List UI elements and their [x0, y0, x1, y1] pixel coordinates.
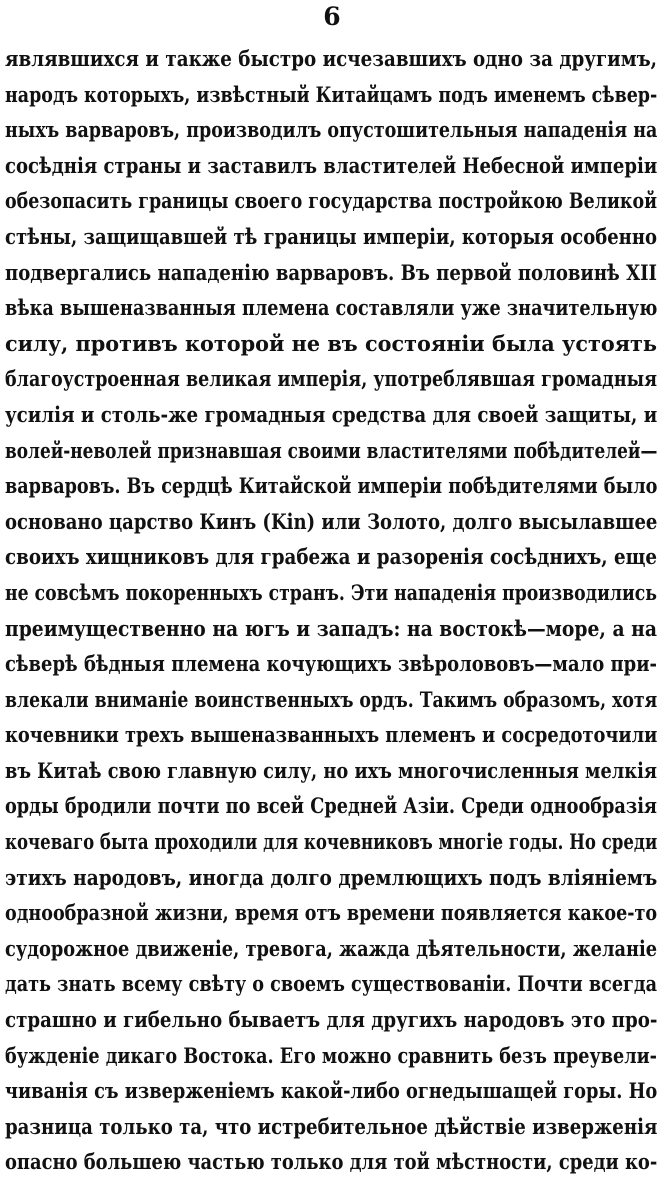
text-line: обезопасить границы своего государства постройкою Великой [5, 189, 657, 215]
text-line: ныхъ варваровъ, производилъ опустошительныя нападенія на [5, 118, 658, 144]
text-line: чиванія съ изверженіемъ какой-либо огнедышащей горы. Но [5, 1079, 658, 1105]
text-line: этихъ народовъ, иногда долго дремлющихъ подъ вліяніемъ [5, 865, 658, 891]
text-line: вѣка вышеназванныя племена составляли уже значительную [5, 296, 658, 322]
text-line: стѣны, защищавшей тѣ границы имперіи, которыя особенно [5, 224, 657, 250]
text-line: бужденіе дикаго Востока. Его можно сравнить безъ преувели- [5, 1043, 657, 1069]
text-line: судорожное движеніе, тревога, жажда дѣятельности, желаніе [5, 936, 658, 962]
text-line: въ Китаѣ свою главную силу, но ихъ многочисленныя мелкія [5, 758, 658, 784]
text-line: однообразной жизни, время отъ времени появляется какое-то [5, 901, 658, 927]
body-text [5, 42, 657, 1181]
text-line: не совсѣмъ покоренныхъ странъ. Эти нападенія производились [5, 580, 657, 606]
text-line: влекали вниманіе воинственныхъ ордъ. Такимъ образомъ, хотя [5, 687, 658, 713]
text-line: кочеваго быта проходили для кочевниковъ многіе годы. Но среди [5, 830, 658, 856]
text-line: преимущественно на югъ и западъ: на востокѣ—море, а на [5, 616, 657, 642]
text-line: страшно и гибельно бываетъ для другихъ народовъ это про- [5, 1008, 658, 1034]
text-line: сѣверѣ бѣдныя племена кочующихъ звѣролововъ—мало при- [5, 652, 657, 678]
text-line: волей-неволей признавшая своими властителями побѣдителей— [5, 438, 658, 464]
text-line: основано царство Кинъ (Kin) или Золото, долго высылавшее [5, 509, 658, 535]
text-line: являвшихся и также быстро исчезавшихъ одно за другимъ, [5, 47, 657, 72]
text-line: варваровъ. Въ сердцѣ Китайской имперіи побѣдителями было [5, 474, 658, 500]
text-line: подвергались нападенію варваровъ. Въ первой половинѣ XII [5, 260, 657, 286]
text-line: своихъ хищниковъ для грабежа и разоренія сосѣднихъ, еще [5, 545, 657, 571]
text-line: сосѣднія страны и заставилъ властителей Небесной имперіи [5, 153, 658, 179]
text-line: благоустроенная великая имперія, употреблявшая громадныя [5, 367, 657, 393]
text-line: орды бродили почти по всей Средней Азіи. Среди однообразія [5, 794, 657, 820]
text-line: силу, противъ которой не въ состояніи была устоять [5, 331, 657, 357]
text-line: дать знать всему свѣту о своемъ существованіи. Почти всегда [5, 972, 657, 998]
text-line: кочевники трехъ вышеназванныхъ племенъ и сосредоточили [5, 723, 658, 749]
text-line: усилія и столь-же громадныя средства для своей защиты, и [5, 402, 658, 428]
text-line: опасно большею частью только для той мѣстности, среди ко- [5, 1150, 658, 1176]
text-line: народъ которыхъ, извѣстный Китайцамъ подъ именемъ сѣвер- [5, 82, 658, 108]
text-line: разница только та, что истребительное дѣйствіе изверженія [5, 1114, 658, 1140]
page-number: 6 [323, 2, 341, 31]
